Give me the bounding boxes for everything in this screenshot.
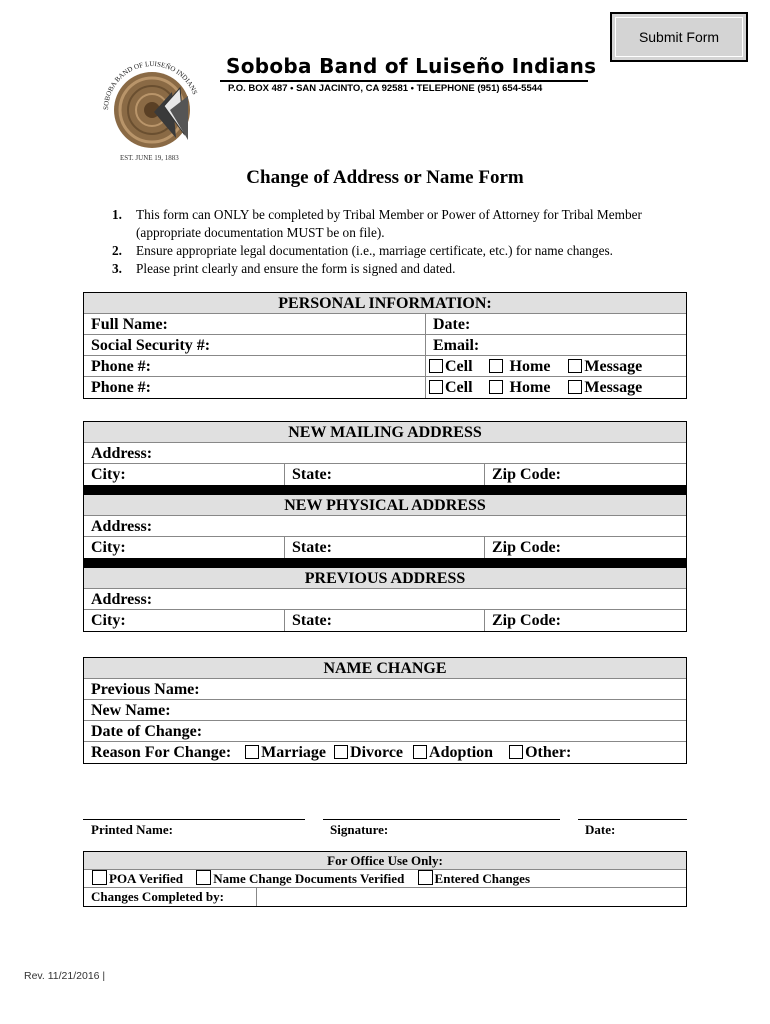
- signature-line[interactable]: [323, 819, 560, 820]
- address-label: Address:: [91, 445, 153, 462]
- instruction-item: [112, 260, 692, 278]
- new-physical-address-header: NEW PHYSICAL ADDRESS: [84, 495, 686, 516]
- office-use-section: [83, 851, 687, 907]
- city-label: City:: [91, 612, 126, 629]
- mailing-zip-field[interactable]: [484, 464, 686, 485]
- office-checks-row: [84, 870, 686, 888]
- instruction-number: 3.: [112, 261, 122, 276]
- message-label: Message: [584, 358, 643, 375]
- previous-name-field[interactable]: [84, 679, 686, 699]
- mailing-address-field[interactable]: [84, 443, 686, 463]
- cell-checkbox[interactable]: [429, 359, 443, 373]
- physical-zip-field[interactable]: [484, 537, 686, 558]
- other-label: Other:: [525, 744, 572, 761]
- instruction-text: Please print clearly and ensure the form is signed and dated.: [136, 261, 456, 276]
- zip-label: Zip Code:: [492, 539, 561, 556]
- date-of-change-label: Date of Change:: [91, 723, 203, 740]
- new-name-row: [84, 700, 686, 721]
- adoption-label: Adoption: [429, 744, 494, 761]
- entered-changes-checkbox[interactable]: [418, 870, 433, 885]
- office-use-header: For Office Use Only:: [84, 852, 686, 870]
- divorce-checkbox[interactable]: [334, 745, 348, 759]
- poa-verified-label: POA Verified: [109, 871, 184, 886]
- changes-completed-row: [84, 888, 686, 906]
- header-divider: [220, 80, 588, 82]
- submit-form-label: Submit Form: [638, 29, 720, 45]
- poa-verified-checkbox[interactable]: [92, 870, 107, 885]
- state-label: State:: [292, 466, 332, 483]
- reason-row: [84, 742, 686, 763]
- signature-label: Signature:: [330, 822, 389, 837]
- message-checkbox[interactable]: [568, 359, 582, 373]
- marriage-checkbox[interactable]: [245, 745, 259, 759]
- phone-label: Phone #:: [91, 358, 151, 375]
- instruction-item: [112, 242, 692, 260]
- date-field[interactable]: [425, 314, 686, 334]
- physical-address-row: [84, 516, 686, 537]
- ssn-label: Social Security #:: [91, 337, 211, 354]
- cell-label: Cell: [445, 379, 473, 396]
- name-change-section: [83, 657, 687, 764]
- address-label: Address:: [91, 518, 153, 535]
- organization-name: Soboba Band of Luiseño Indians: [226, 54, 597, 78]
- divorce-label: Divorce: [350, 744, 404, 761]
- ssn-row: [84, 335, 686, 356]
- email-label: Email:: [433, 337, 480, 354]
- email-field[interactable]: [425, 335, 686, 355]
- tribal-seal-logo: [92, 52, 212, 164]
- instruction-number: 1.: [112, 207, 122, 222]
- signature-date-label: Date:: [585, 822, 616, 837]
- printed-name-label: Printed Name:: [91, 822, 173, 837]
- docs-verified-label: Name Change Documents Verified: [213, 871, 405, 886]
- seal-ring-text: SOBOBA BAND OF LUISEÑO INDIANS: [101, 59, 199, 111]
- physical-state-field[interactable]: [284, 537, 484, 558]
- docs-verified-checkbox[interactable]: [196, 870, 211, 885]
- cell-label: Cell: [445, 358, 473, 375]
- message-label: Message: [584, 379, 643, 396]
- personal-information-section: [83, 292, 687, 399]
- previous-address-header: PREVIOUS ADDRESS: [84, 568, 686, 589]
- other-checkbox[interactable]: [509, 745, 523, 759]
- printed-name-line[interactable]: [83, 819, 305, 820]
- date-of-change-row: [84, 721, 686, 742]
- previous-state-field[interactable]: [284, 610, 484, 631]
- submit-form-button[interactable]: [610, 12, 748, 62]
- date-of-change-field[interactable]: [84, 721, 686, 741]
- section-header: PERSONAL INFORMATION:: [84, 293, 686, 314]
- home-label: Home: [509, 379, 551, 396]
- new-name-field[interactable]: [84, 700, 686, 720]
- previous-city-field[interactable]: [84, 610, 284, 631]
- marriage-label: Marriage: [261, 744, 327, 761]
- phone-label: Phone #:: [91, 379, 151, 396]
- cell-checkbox[interactable]: [429, 380, 443, 394]
- new-name-label: New Name:: [91, 702, 171, 719]
- phone-field-1[interactable]: [84, 356, 425, 376]
- previous-city-row: [84, 610, 686, 631]
- instruction-text: This form can ONLY be completed by Tribal Member or Power of Attorney for Tribal Member (appropriate documentation MUST be on file).: [136, 207, 642, 240]
- phone-field-2[interactable]: [84, 377, 425, 398]
- state-label: State:: [292, 612, 332, 629]
- phone-type-2: [425, 377, 686, 398]
- signature-date-line[interactable]: [578, 819, 687, 820]
- section-divider: [84, 558, 686, 568]
- mailing-state-field[interactable]: [284, 464, 484, 485]
- form-title: Change of Address or Name Form: [246, 167, 524, 188]
- phone-row-1: [84, 356, 686, 377]
- instruction-text: Ensure appropriate legal documentation (i.e., marriage certificate, etc.) for name changes.: [136, 243, 613, 258]
- previous-name-row: [84, 679, 686, 700]
- previous-zip-field[interactable]: [484, 610, 686, 631]
- reason-for-change: [84, 742, 686, 763]
- physical-address-field[interactable]: [84, 516, 686, 536]
- mailing-city-row: [84, 464, 686, 485]
- zip-label: Zip Code:: [492, 612, 561, 629]
- previous-name-label: Previous Name:: [91, 681, 200, 698]
- full-name-label: Full Name:: [91, 316, 168, 333]
- instruction-number: 2.: [112, 243, 122, 258]
- date-label: Date:: [433, 316, 471, 333]
- state-label: State:: [292, 539, 332, 556]
- physical-city-field[interactable]: [84, 537, 284, 558]
- zip-label: Zip Code:: [492, 466, 561, 483]
- message-checkbox[interactable]: [568, 380, 582, 394]
- mailing-address-row: [84, 443, 686, 464]
- instructions-list: [112, 206, 692, 278]
- city-label: City:: [91, 466, 126, 483]
- home-checkbox[interactable]: [489, 380, 503, 394]
- organization-address: P.O. BOX 487 • SAN JACINTO, CA 92581 • TELEPHONE (951) 654-5544: [228, 83, 543, 94]
- changes-completed-label: Changes Completed by:: [91, 889, 224, 904]
- phone-type-1: [425, 356, 686, 376]
- home-label: Home: [509, 358, 551, 375]
- adoption-checkbox[interactable]: [413, 745, 427, 759]
- address-section: [83, 421, 687, 632]
- button-bevel: [615, 17, 743, 57]
- physical-city-row: [84, 537, 686, 558]
- mailing-city-field[interactable]: [84, 464, 284, 485]
- ssn-field[interactable]: [84, 335, 425, 355]
- full-name-field[interactable]: [84, 314, 425, 334]
- instruction-item: [112, 206, 692, 242]
- seal-established-text: EST. JUNE 19, 1883: [120, 154, 179, 162]
- section-divider: [84, 485, 686, 495]
- phone-row-2: [84, 377, 686, 398]
- city-label: City:: [91, 539, 126, 556]
- home-checkbox[interactable]: [489, 359, 503, 373]
- address-label: Address:: [91, 591, 153, 608]
- name-change-header: NAME CHANGE: [84, 658, 686, 679]
- full-name-row: [84, 314, 686, 335]
- entered-changes-label: Entered Changes: [434, 871, 531, 886]
- revision-footer: Rev. 11/21/2016 |: [24, 970, 106, 982]
- changes-completed-field[interactable]: [256, 888, 686, 906]
- previous-address-field[interactable]: [84, 589, 686, 609]
- changes-completed-label-cell: [84, 888, 256, 906]
- reason-label: Reason For Change:: [91, 744, 232, 761]
- new-mailing-address-header: NEW MAILING ADDRESS: [84, 422, 686, 443]
- previous-address-row: [84, 589, 686, 610]
